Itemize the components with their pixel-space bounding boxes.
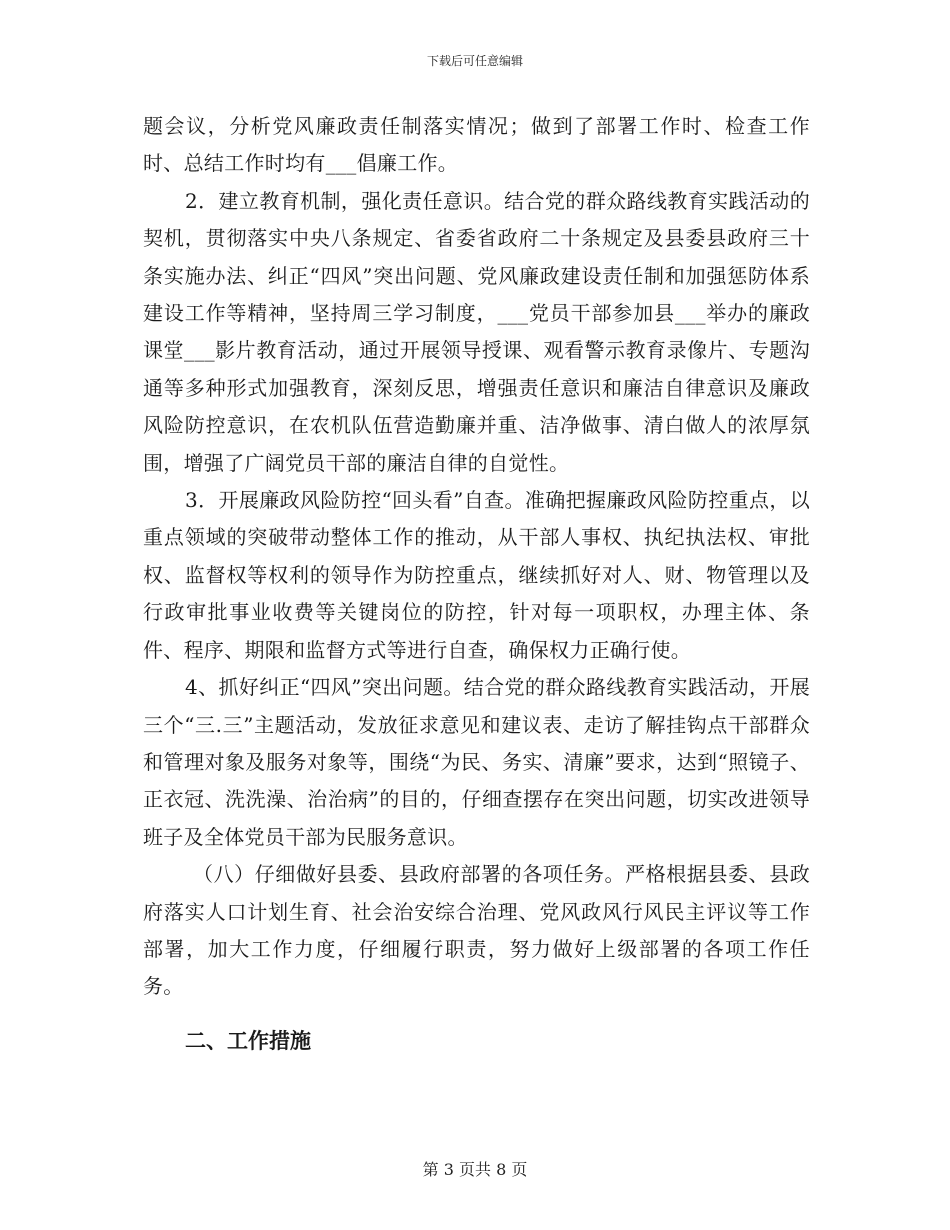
section-heading: 二、工作措施 [185, 1028, 311, 1053]
document-body [143, 108, 810, 1058]
paragraph-item-8: （八）仔细做好县委、县政府部署的各项任务。严格根据县委、县政府落实人口计划生育、社会治安综合治理、党风政风行风民主评议等工作部署，加大工作力度，仔细履行职责，努力做好上级部署的各项工作任务。 [143, 862, 810, 999]
paragraph-item-3: 3．开展廉政风险防控“回头看”自查。准确把握廉政风险防控重点，以重点领域的突破带动整体工作的推动，从干部人事权、执纪执法权、审批权、监督权等权利的领导作为防控重点，继续抓好对人、财、物管理以及行政审批事业收费等关键岗位的防控，针对每一项职权，办理主体、条件、程序、期限和监督方式等进行自查，确保权力正确行使。 [143, 488, 810, 662]
paragraph-item-4: 4、抓好纠正“四风”突出问题。结合党的群众路线教育实践活动，开展三个“三.三”主题活动，发放征求意见和建议表、走访了解挂钩点干部群众和管理对象及服务对象等，围绕“为民、务实、清廉”要求，达到“照镜子、正衣冠、洗洗澡、治治病”的目的，仔细查摆存在突出问题，切实改进领导班子及全体党员干部为民服务意识。 [143, 675, 810, 849]
page-header: 下载后可任意编辑 [426, 54, 523, 68]
paragraph-continuation: 题会议，分析党风廉政责任制落实情况；做到了部署工作时、检查工作时、总结工作时均有___倡廉工作。 [143, 114, 810, 176]
paragraph-item-2: 2．建立教育机制，强化责任意识。结合党的群众路线教育实践活动的契机，贯彻落实中央八条规定、省委省政府二十条规定及县委县政府三十条实施办法、纠正“四风”突出问题、党风廉政建设责任制和加强惩防体系建设工作等精神，坚持周三学习制度，___党员干部参加县___举办的廉政课堂___影片教育活动，通过开展领导授课、观看警示教育录像片、专题沟通等多种形式加强教育，深刻反思，增强责任意识和廉洁自律意识及廉政风险防控意识，在农机队伍营造勤廉并重、洁净做事、清白做人的浓厚氛围，增强了广阔党员干部的廉洁自律的自觉性。 [143, 188, 810, 475]
page-footer: 第 3 页共 8 页 [422, 1160, 528, 1179]
